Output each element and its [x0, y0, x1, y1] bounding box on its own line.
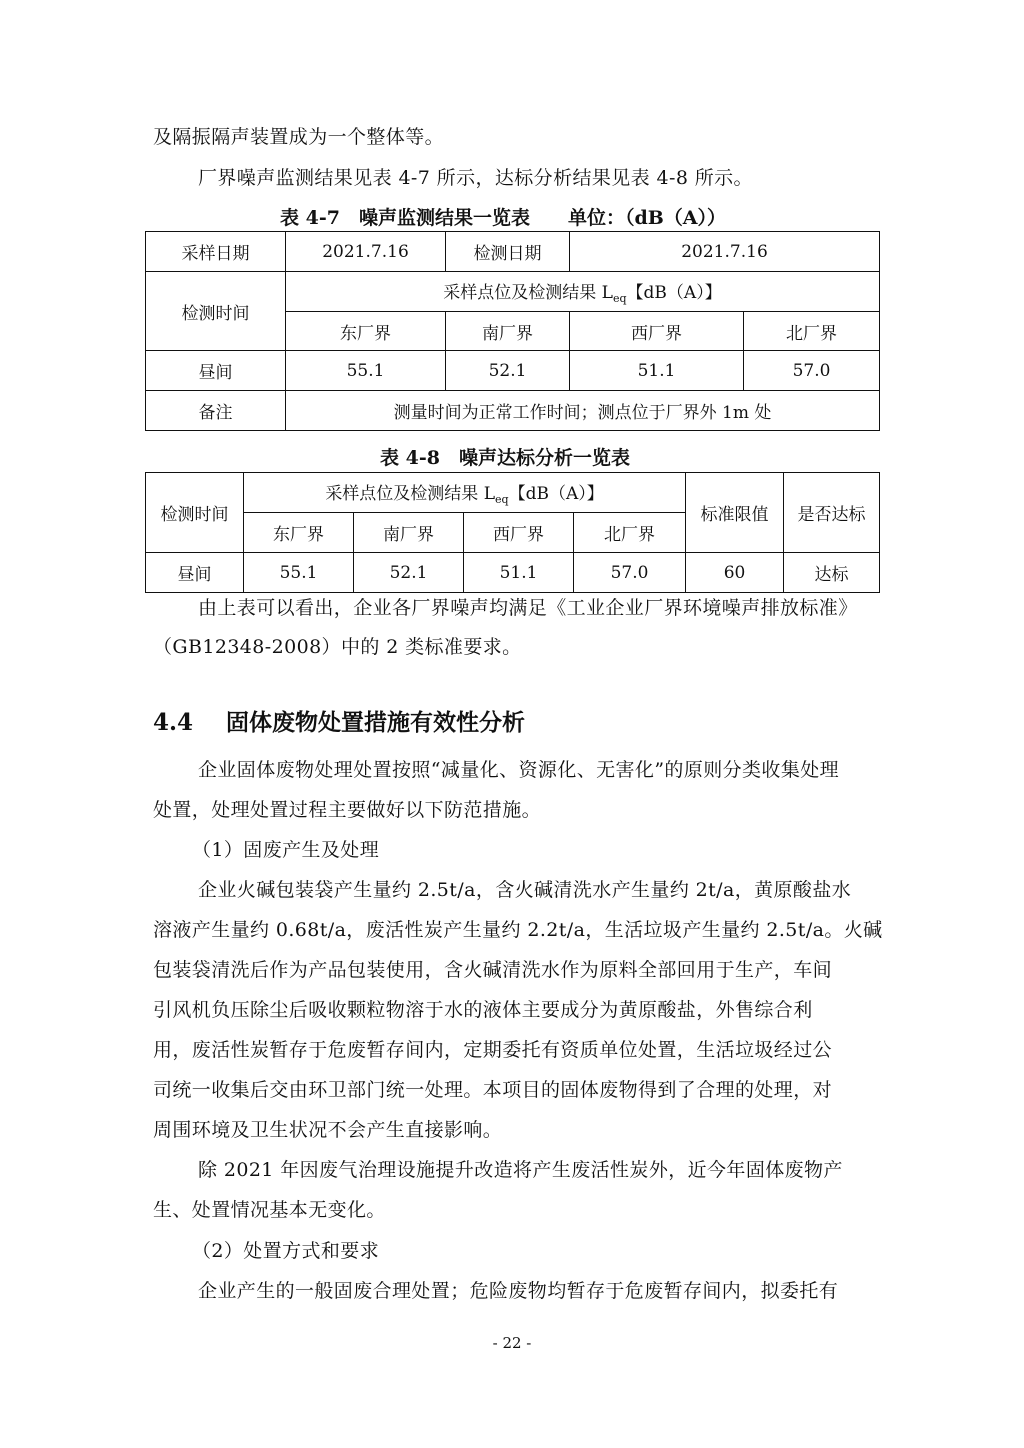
table-cell: 南厂界 — [446, 312, 570, 351]
table-row — [146, 553, 880, 593]
table-cell: 东厂界 — [286, 312, 446, 351]
body-line: 周围环境及卫生状况不会产生直接影响。 — [153, 1119, 503, 1141]
body-line: 司统一收集后交由环卫部门统一处理。本项目的固体废物得到了合理的处理，对 — [153, 1079, 833, 1101]
body-line: 及隔振隔声装置成为一个整体等。 — [153, 126, 445, 148]
table-4-7-caption: 表 4-7 噪声监测结果一览表 单位：（dB（A）） — [280, 207, 727, 229]
table-cell: 55.1 — [286, 351, 446, 391]
table-cell: 昼间 — [146, 553, 244, 593]
body-line: 包装袋清洗后作为产品包装使用，含火碱清洗水作为原料全部回用于生产，车间 — [153, 959, 833, 981]
table-cell: 60 — [686, 553, 784, 593]
table-cell: 昼间 — [146, 351, 286, 391]
page-number: - 22 - — [492, 1334, 532, 1352]
header-subscript: eq — [495, 493, 509, 506]
header-text: 采样点位及检测结果 L — [325, 484, 496, 504]
table-cell: 检测时间 — [146, 272, 286, 351]
table-cell: 55.1 — [244, 553, 354, 593]
body-line: （2）处置方式和要求 — [192, 1240, 380, 1262]
table-cell: 西厂界 — [464, 513, 574, 553]
header-unit: 【dB（A）】 — [508, 484, 604, 504]
table-cell: 52.1 — [446, 351, 570, 391]
table-cell: 是否达标 — [784, 473, 880, 553]
body-line: 处置，处理处置过程主要做好以下防范措施。 — [153, 799, 542, 821]
body-line: 除 2021 年因废气治理设施提升改造将产生废活性炭外，近今年固体废物产 — [198, 1159, 843, 1181]
table-header-cell — [244, 473, 686, 513]
table-cell: 57.0 — [744, 351, 880, 391]
header-unit: 【dB（A）】 — [626, 283, 722, 303]
body-line: 由上表可以看出，企业各厂界噪声均满足《工业企业厂界环境噪声排放标准》 — [198, 597, 858, 619]
body-line: （GB12348-2008）中的 2 类标准要求。 — [153, 636, 522, 658]
table-cell: 北厂界 — [574, 513, 686, 553]
table-cell: 2021.7.16 — [286, 232, 446, 272]
table-cell: 2021.7.16 — [570, 232, 880, 272]
table-cell: 西厂界 — [570, 312, 744, 351]
table-cell: 备注 — [146, 391, 286, 431]
table-cell: 检测时间 — [146, 473, 244, 553]
body-line: 溶液产生量约 0.68t/a，废活性炭产生量约 2.2t/a，生活垃圾产生量约 2.5t/a。火碱 — [153, 919, 883, 941]
table-cell: 51.1 — [570, 351, 744, 391]
table-row — [146, 391, 880, 431]
table-cell: 标准限值 — [686, 473, 784, 553]
table-row — [146, 232, 880, 272]
section-number: 4.4 — [153, 709, 194, 736]
header-text: 采样点位及检测结果 L — [443, 283, 613, 303]
body-line: 用，废活性炭暂存于危废暂存间内，定期委托有资质单位处置，生活垃圾经过公 — [153, 1039, 833, 1061]
table-cell: 57.0 — [574, 553, 686, 593]
table-cell: 检测日期 — [446, 232, 570, 272]
body-line: 企业火碱包装袋产生量约 2.5t/a，含火碱清洗水产生量约 2t/a，黄原酸盐水 — [198, 879, 852, 901]
table-cell: 北厂界 — [744, 312, 880, 351]
table-4-8 — [145, 472, 880, 593]
section-title: 固体废物处置措施有效性分析 — [226, 709, 525, 736]
table-header-cell — [286, 272, 880, 312]
body-line: 生、处置情况基本无变化。 — [153, 1199, 386, 1221]
body-line: 厂界噪声监测结果见表 4-7 所示，达标分析结果见表 4-8 所示。 — [198, 167, 753, 189]
table-row — [146, 351, 880, 391]
table-cell: 测量时间为正常工作时间；测点位于厂界外 1m 处 — [286, 391, 880, 431]
header-subscript: eq — [612, 292, 627, 305]
table-4-8-caption: 表 4-8 噪声达标分析一览表 — [380, 447, 630, 469]
body-line: 企业固体废物处理处置按照“减量化、资源化、无害化”的原则分类收集处理 — [198, 759, 840, 781]
section-heading — [153, 707, 525, 739]
body-line: 引风机负压除尘后吸收颗粒物溶于水的液体主要成分为黄原酸盐，外售综合利 — [153, 999, 813, 1021]
table-cell: 51.1 — [464, 553, 574, 593]
table-row — [146, 272, 880, 312]
body-line: （1）固废产生及处理 — [192, 839, 380, 861]
body-line: 企业产生的一般固废合理处置；危险废物均暂存于危废暂存间内，拟委托有 — [198, 1280, 839, 1302]
table-cell: 52.1 — [354, 553, 464, 593]
table-row — [146, 473, 880, 513]
table-cell: 东厂界 — [244, 513, 354, 553]
table-cell: 达标 — [784, 553, 880, 593]
table-cell: 采样日期 — [146, 232, 286, 272]
table-cell: 南厂界 — [354, 513, 464, 553]
table-4-7 — [145, 231, 880, 431]
